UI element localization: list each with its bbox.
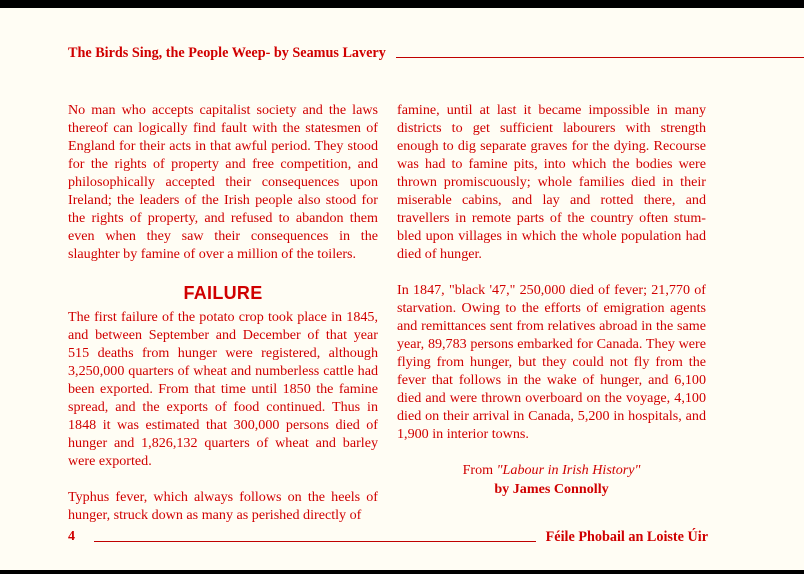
page-number: 4 (68, 529, 75, 544)
page (0, 8, 804, 570)
left-column (68, 101, 378, 524)
page-footer (68, 525, 708, 545)
paragraph-gap (68, 470, 378, 488)
header-title: The Birds Sing, the People Weep- by Seamus Lavery (68, 45, 386, 61)
footer-rule (94, 541, 536, 542)
footer-publication: Féile Phobail an Loiste Úir (545, 529, 708, 545)
right-column (397, 101, 706, 499)
attribution (397, 461, 706, 499)
attribution-title: "Labour in Irish History" (496, 462, 641, 478)
header-rule (396, 57, 804, 58)
right-paragraph-2: In 1847, "black '47," 250,000 died of fever; 21,770 of starvation. Owing to the efforts of emigration agents and remittances sent from relatives abroad in the same year, 89,783 persons embarked for Canada. They were flying from hunger, but they could not fly from the fever that follows in the wake of hunger, and 6,100 died and were thrown overboard on the voyage, 4,100 died on their arrival in Canada, 5,200 in hospitals, and 1,900 in interior towns. (397, 282, 706, 442)
left-paragraph-3: Typhus fever, which always follows on the heels of hunger, struck down as many as perished directly of (68, 489, 378, 523)
section-heading: FAILURE (183, 283, 263, 303)
page-header (68, 41, 804, 61)
attribution-author: by James Connolly (494, 481, 609, 497)
attribution-source (397, 461, 706, 480)
left-paragraph-2: The first failure of the potato crop took place in 1845, and between September and December of that year 515 deaths from hunger were registered, although 3,250,000 quarters of wheat and numberless cattle had been exported. From that time until 1850 the famine spread, and the exports of food continued. Thus in 1848 it was estimated that 300,000 persons died of hunger and 1,826,132 quarters of wheat and barley were exported. (68, 309, 378, 469)
right-paragraph-1: famine, until at last it became impossible in many districts to get sufficient labourers with strength enough to dig separate graves for the dying. Recourse was had to famine pits, into which the bodies were thrown promiscuously; whole families died in their miserable cabins, and lay and rotted there, and travellers in remote parts of the country often stumbled upon villages in which the whole population had died of hunger. (397, 102, 706, 262)
paragraph-gap (397, 263, 706, 281)
attribution-prefix: From (462, 462, 497, 478)
left-paragraph-1: No man who accepts capitalist society and the laws thereof can logically find fault with the statesmen of England for their acts in that awful period. They stood for the rights of property and free competition, and philosophically accepted their consequences upon Ireland; the leaders of the Irish people also stood for the rights of property, and refused to abandon them even when they saw their consequences in the slaughter by famine of over a million of the toilers. (68, 102, 378, 262)
